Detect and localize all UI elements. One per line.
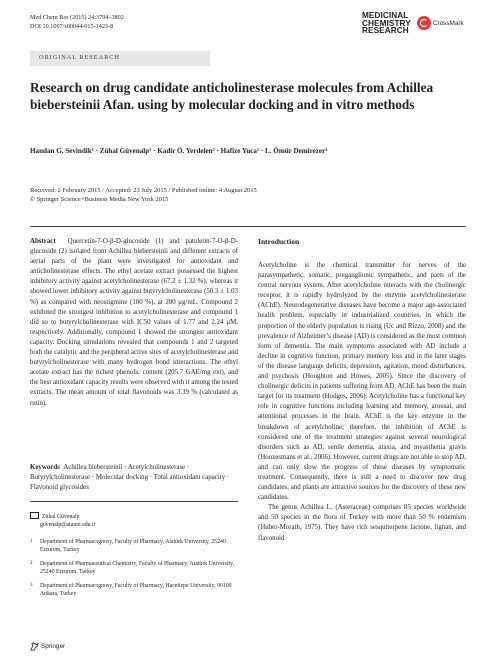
journal-reference — [30, 14, 124, 31]
logo-line-1: MEDICINAL — [362, 11, 409, 20]
affiliation-3 — [30, 582, 238, 598]
footnote-divider — [30, 501, 238, 502]
introduction-body — [258, 261, 466, 544]
publisher-footer — [30, 642, 65, 651]
affiliation-text: Department of Pharmacognosy, Faculty of Pharmacy, Hacettepe University, 06100 Ankara, Turkey — [40, 583, 232, 597]
crossmark-link[interactable] — [417, 16, 464, 30]
crossmark-label: CrossMark — [432, 19, 464, 27]
affiliation-text: Department of Pharmaceutical Chemistry, Faculty of Pharmacy, Atatürk University, 25240 Erzurum, Turkey — [40, 561, 235, 575]
received-accepted-line: Received: 2 February 2015 / Accepted: 23 July 2015 / Published online: 4 August 2015 — [30, 187, 257, 194]
envelope-icon — [30, 512, 39, 519]
abstract — [30, 237, 238, 409]
copyright-line: © Springer Science+Business Media New York 2015 — [30, 195, 169, 203]
springer-horse-icon — [30, 642, 39, 651]
logo-line-2: CHEMISTRY — [362, 18, 411, 28]
author-list: Handan G. Sevindik¹ · Zühal Güvenalp¹ · Kadir Ö. Yerdelen² · Hafize Yuca¹ · L. Ömür Demirezer³ — [30, 147, 328, 155]
abstract-label: Abstract — [30, 238, 56, 245]
corresponding-author: Zühal Güvenalp — [42, 514, 80, 520]
publication-dates — [30, 187, 257, 204]
journal-citation: Med Chem Res (2015) 24:3794–3802 — [30, 14, 124, 21]
logo-line-3: RESEARCH — [362, 26, 409, 36]
article-type-label: ORIGINAL RESEARCH — [39, 54, 120, 61]
introduction-paragraph-2: The genus Achillea L. (Asteraceae) comprises 85 species worldwide and 50 species in the flora of Turkey with more than 50 % endemism (Huber-Morath, 1975). They have rich sesquiterpene lactone, lignan, and flavonoid — [258, 504, 466, 542]
journal-logo-text — [362, 12, 411, 35]
journal-logo — [362, 12, 464, 35]
journal-doi[interactable]: DOI 10.1007/s00044-015-1423-8 — [30, 22, 114, 30]
section-heading-introduction: Introduction — [258, 237, 300, 246]
divider — [30, 226, 466, 227]
keywords-text: Achillea biebersteinii · Acetylcholinesterase · Butyrylcholinesterase · Molecular docking · Total antioxidant capacity · Flavonoid glycosides — [30, 464, 230, 492]
keywords-label: Keywords — [30, 464, 60, 471]
article-title: Research on drug candidate anticholinesterase molecules from Achillea biebersteinii Afan. using by molecular docking and in vitro methods — [30, 80, 434, 112]
affiliation-2 — [30, 560, 238, 576]
crossmark-icon — [417, 16, 431, 30]
article-type-band — [30, 51, 210, 66]
publisher-name: Springer — [41, 643, 66, 650]
abstract-text: Quercetin-7-O-β-D-glucoside (1) and patuletin-7-O-β-D-glucoside (2) isolated from Achillea biebersteinii and different extracts of aerial parts of the plant were investigated for antioxidant and anticholinesterase effects. The ethyl acetate extract possessed the highest inhibitory activity against acetylcholinesterase (67.2 ± 1.32 %), whereas it showed lower inhibitory activity against butyrylcholinesterase (50.3 ± 1.03 %) as compared with neostigmine (100 %), at 200 μg/mL. Compound 2 exhibited the strongest inhibition to acetylcholinesterase and compound 1 did so to butyrylcholinesterase with IC50 values of 1.77 and 2.24 μM, respectively. Additionally, compound 1 showed the strongest antioxidant capacity. Docking simulations revealed that compounds 1 and 2 targeted both the catalytic and the peripheral active sites of acetylcholinesterase and butyrylcholinesterase with many hydrogen bond interactions. The ethyl acetate extract has the richest phenolic content (205.7 GAE/mg ext), and the best antioxidant capacity results were observed with it among the tested extracts. The mean amount of total flavonoids was 3.39 % (calculated as rutin). — [30, 238, 238, 407]
affiliation-number: 1 — [30, 539, 33, 544]
affiliation-number: 3 — [30, 583, 33, 588]
corresponding-email[interactable]: guvenalp@atauni.edu.tr — [40, 522, 96, 528]
correspondence — [30, 511, 238, 529]
introduction-paragraph-1: Acetylcholine is the chemical transmitter for nerves of the parasympathetic, somatic, preganglionic sympathetic, and parts of the central nervous system. After acetylcholine interacts with the cholinergic receptor, it is rapidly hydrolyzed by the enzyme acetylcholinesterase (AChE). Neurodegenerative diseases have become a major age-associated health problem, especially in industrialized countries, in which the proportion of the elderly population is rising (Uc and Rizzo, 2008) and the prevalence of Alzheimer’s disease (AD) is considered as the most common form of dementia. The main symptoms associated with AD include a decline in cognitive function, primary memory loss and in the later stages of the disease language deficits, depression, agitation, mood disturbances, and psychosis (Houghton and Howes, 2005). Since the discovery of cholinergic deficits in patients suffering from AD, AChE has been the main target for its treatment (Hodges, 2006). Acetylcholine has a functional key role in cognitive functions including learning and memory, arousal, and attentional processes in the brain. AChE is the key enzyme in the breakdown of acetylcholine; therefore, the inhibition of AChE is considered one of the treatment strategies against several neurological disorders such as AD, senile dementia, ataxia, and myasthenia gravis (Hoozesmans et al., 2006). However, current drugs are not able to stop AD, and can only slow the progress of these diseases by symptomatic treatment. Consequently, there is still a need to discover new drug candidates, and plants are attractive sources for the discovery of these new candidates. — [258, 262, 466, 502]
affiliation-1 — [30, 538, 238, 554]
affiliation-number: 2 — [30, 561, 33, 566]
keywords — [30, 463, 238, 493]
affiliation-text: Department of Pharmacognosy, Faculty of Pharmacy, Atatürk University, 25240 Erzurum, Turkey — [40, 539, 226, 553]
